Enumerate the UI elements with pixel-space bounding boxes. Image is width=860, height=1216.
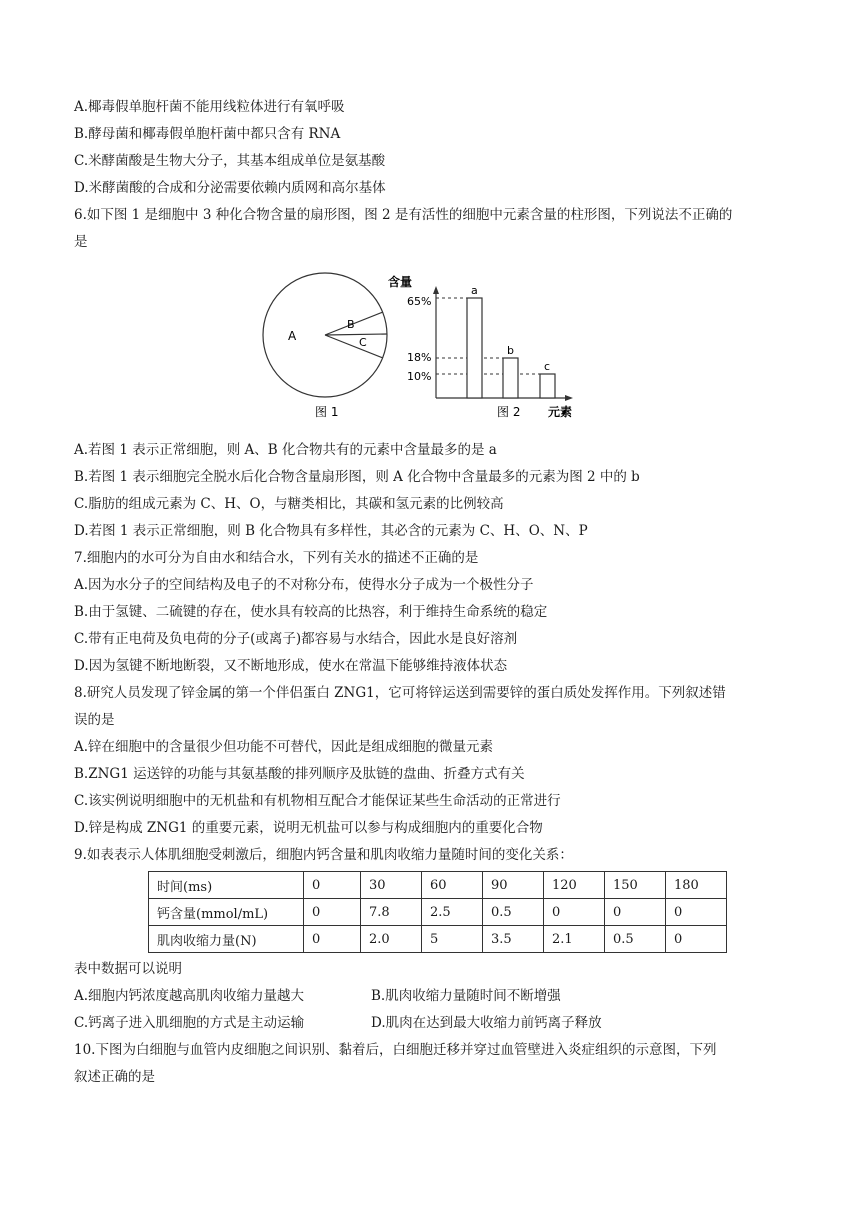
- table-cell: 0: [666, 926, 727, 953]
- q7-option-a: A.因为水分子的空间结构及电子的不对称分布，使得水分子成为一个极性分子: [74, 577, 534, 593]
- table-cell: 0.5: [605, 926, 666, 953]
- figure2-y-arrow: [433, 286, 439, 294]
- table-cell: 0: [666, 899, 727, 926]
- table-row-header: 肌肉收缩力量(N): [149, 926, 304, 953]
- table-row: [149, 899, 727, 926]
- q7-option-b: B.由于氢键、二硫键的存在，使水具有较高的比热容，利于维持生命系统的稳定: [74, 604, 548, 620]
- figure2-xlabel: 元素: [548, 405, 573, 419]
- bar-b: [503, 358, 518, 398]
- table-row: [149, 926, 727, 953]
- table-row-header: 钙含量(mmol/mL): [149, 899, 304, 926]
- q6-option-a: A.若图 1 表示正常细胞，则 A、B 化合物共有的元素中含量最多的是 a: [74, 442, 497, 458]
- figure1-caption: 图 1: [315, 405, 339, 419]
- q9-option-a: A.细胞内钙浓度越高肌肉收缩力量越大: [74, 988, 305, 1004]
- q8-option-a: A.锌在细胞中的含量很少但功能不可替代，因此是组成细胞的微量元素: [74, 739, 494, 755]
- tick-label-a: 65%: [407, 295, 432, 308]
- bar-label-b: b: [507, 344, 514, 357]
- q6-figure-svg: [255, 270, 585, 430]
- table-cell: 2.1: [544, 926, 605, 953]
- table-cell: 0: [304, 899, 361, 926]
- q8-stem-line2: 误的是: [74, 712, 115, 728]
- table-cell: 180: [666, 872, 727, 899]
- bar-label-a: a: [471, 284, 478, 297]
- q8-option-b: B.ZNG1 运送锌的功能与其氨基酸的排列顺序及肽链的盘曲、折叠方式有关: [74, 766, 525, 782]
- figure2-bar-chart: [388, 274, 573, 419]
- figure2-x-arrow: [565, 395, 573, 401]
- q9-option-d: D.肌肉在达到最大收缩力前钙离子释放: [371, 1015, 602, 1031]
- q6-option-c: C.脂肪的组成元素为 C、H、O，与糖类相比，其碳和氢元素的比例较高: [74, 496, 504, 512]
- q7-option-d: D.因为氢键不断地断裂，又不断地形成，使水在常温下能够维持液体状态: [74, 658, 508, 674]
- table-row-header: 时间(ms): [149, 872, 304, 899]
- figure1-pie: [263, 273, 387, 419]
- bar-c: [540, 374, 555, 398]
- q9-option-c: C.钙离子进入肌细胞的方式是主动运输: [74, 1015, 305, 1031]
- pie-divider-ca: [325, 335, 383, 358]
- table-cell: 90: [483, 872, 544, 899]
- table-cell: 120: [544, 872, 605, 899]
- q7-stem: 7.细胞内的水可分为自由水和结合水，下列有关水的描述不正确的是: [74, 550, 479, 566]
- q10-stem-line2: 叙述正确的是: [74, 1069, 155, 1085]
- pie-divider-bc: [325, 334, 387, 335]
- table-cell: 0: [304, 926, 361, 953]
- table-cell: 60: [422, 872, 483, 899]
- table-cell: 30: [361, 872, 422, 899]
- q6-stem-line1: 6.如下图 1 是细胞中 3 种化合物含量的扇形图，图 2 是有活性的细胞中元素含量的柱形图，下列说法不正确的: [74, 207, 733, 223]
- tick-label-b: 18%: [407, 351, 432, 364]
- tick-label-c: 10%: [407, 370, 432, 383]
- table-cell: 2.5: [422, 899, 483, 926]
- figure2-ylabel: 含量: [388, 275, 413, 289]
- q8-option-c: C.该实例说明细胞中的无机盐和有机物相互配合才能保证某些生命活动的正常进行: [74, 793, 561, 809]
- q9-after-table: 表中数据可以说明: [74, 961, 182, 977]
- pie-label-a: A: [288, 329, 297, 343]
- q9-data-table: [148, 871, 727, 953]
- table-cell: 2.0: [361, 926, 422, 953]
- table-cell: 7.8: [361, 899, 422, 926]
- table-cell: 150: [605, 872, 666, 899]
- q10-stem-line1: 10.下图为白细胞与血管内皮细胞之间识别、黏着后，白细胞迁移并穿过血管壁进入炎症组织的示意图，下列: [74, 1042, 717, 1058]
- bar-label-c: c: [544, 360, 551, 373]
- table-cell: 5: [422, 926, 483, 953]
- table-cell: 0.5: [483, 899, 544, 926]
- bar-a: [467, 298, 482, 398]
- q5-option-d: D.米酵菌酸的合成和分泌需要依赖内质网和高尔基体: [74, 180, 386, 196]
- q5-option-b: B.酵母菌和椰毒假单胞杆菌中都只含有 RNA: [74, 126, 341, 142]
- q6-stem-line2: 是: [74, 234, 88, 250]
- table-cell: 3.5: [483, 926, 544, 953]
- q5-option-c: C.米酵菌酸是生物大分子，其基本组成单位是氨基酸: [74, 153, 386, 169]
- q7-option-c: C.带有正电荷及负电荷的分子(或离子)都容易与水结合，因此水是良好溶剂: [74, 631, 518, 647]
- table-cell: 0: [544, 899, 605, 926]
- table-cell: 0: [605, 899, 666, 926]
- q6-option-b: B.若图 1 表示细胞完全脱水后化合物含量扇形图，则 A 化合物中含量最多的元素为图 2 中的 b: [74, 469, 640, 485]
- q8-stem-line1: 8.研究人员发现了锌金属的第一个伴侣蛋白 ZNG1，它可将锌运送到需要锌的蛋白质处发挥作用。下列叙述错: [74, 685, 726, 701]
- table-row: [149, 872, 727, 899]
- q8-option-d: D.锌是构成 ZNG1 的重要元素，说明无机盐可以参与构成细胞内的重要化合物: [74, 820, 543, 836]
- q9-stem: 9.如表表示人体肌细胞受刺激后，细胞内钙含量和肌肉收缩力量随时间的变化关系：: [74, 847, 573, 863]
- q6-option-d: D.若图 1 表示正常细胞，则 B 化合物具有多样性，其必含的元素为 C、H、O、N、P: [74, 523, 588, 539]
- pie-label-c: C: [359, 336, 367, 349]
- table-cell: 0: [304, 872, 361, 899]
- q5-option-a: A.椰毒假单胞杆菌不能用线粒体进行有氧呼吸: [74, 99, 345, 115]
- q6-figures: [255, 270, 585, 430]
- pie-label-b: B: [347, 318, 355, 331]
- figure2-caption: 图 2: [497, 405, 521, 419]
- q9-option-b: B.肌肉收缩力量随时间不断增强: [371, 988, 561, 1004]
